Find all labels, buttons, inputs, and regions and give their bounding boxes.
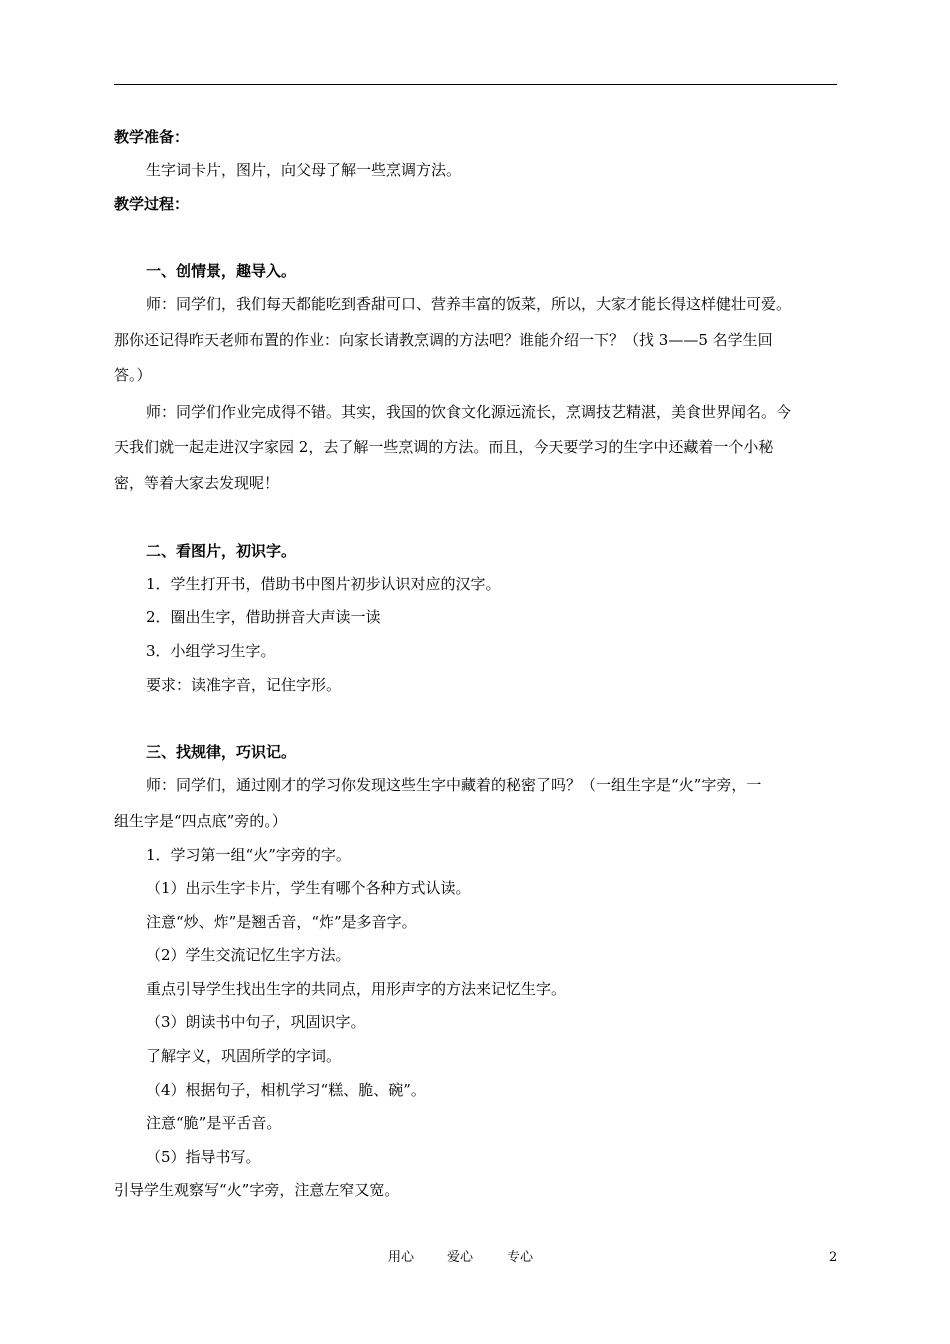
part3-step4-note: 注意“脆”是平舌音。: [146, 1114, 282, 1132]
part2-item3: 3．小组学习生字。: [146, 642, 276, 660]
part1-para1-line2: 那你还记得昨天老师布置的作业：向家长请教烹调的方法吧？谁能介绍一下？（找 3——5 名学生回: [114, 331, 773, 349]
part3-step2: （2）学生交流记忆生字方法。: [146, 946, 351, 964]
part3-step3: （3）朗读书中句子，巩固识字。: [146, 1013, 366, 1031]
part1-para2-line2: 天我们就一起走进汉字家园 2，去了解一些烹调的方法。而且，今天要学习的生字中还藏着一个小秘: [114, 438, 774, 456]
part3-para-line1: 师：同学们，通过刚才的学习你发现这些生字中藏着的秘密了吗？（一组生字是“火”字旁，一: [146, 776, 762, 794]
part3-step5: （5）指导书写。: [146, 1148, 261, 1166]
part3-step2-note: 重点引导学生找出生字的共同点，用形声字的方法来记忆生字。: [146, 980, 567, 998]
part1-para1-line1: 师：同学们，我们每天都能吃到香甜可口、营养丰富的饭菜，所以，大家才能长得这样健壮可爱。: [146, 295, 792, 313]
part3-heading: 三、找规律，巧识记。: [146, 743, 297, 761]
part3-step5-note: 引导学生观察写“火”字旁，注意左窄又宽。: [114, 1181, 400, 1199]
part3-step3-note: 了解字义，巩固所学的字词。: [146, 1047, 342, 1065]
header-rule: [114, 84, 837, 85]
part1-para2-line1: 师：同学们作业完成得不错。其实，我国的饮食文化源远流长，烹调技艺精湛，美食世界闻名。今: [146, 403, 792, 421]
part1-para2-line3: 密，等着大家去发现呢！: [114, 474, 280, 492]
part1-heading: 一、创情景，趣导入。: [146, 262, 297, 280]
prep-heading: 教学准备：: [114, 128, 190, 146]
part3-item1: 1．学习第一组“火”字旁的字。: [146, 846, 351, 864]
part3-step1: （1）出示生字卡片，学生有哪个各种方式认读。: [146, 879, 471, 897]
part2-requirement: 要求：读准字音，记住字形。: [146, 676, 342, 694]
part2-item1: 1．学生打开书，借助书中图片初步认识对应的汉字。: [146, 575, 501, 593]
footer-word-2: 爱心: [447, 1250, 474, 1265]
footer-word-3: 专心: [507, 1250, 534, 1265]
part3-step1-note: 注意“炒、炸”是翘舌音，“炸”是多音字。: [146, 913, 417, 931]
prep-text: 生字词卡片，图片，向父母了解一些烹调方法。: [146, 161, 462, 179]
part3-para-line2: 组生字是“四点底”旁的。）: [114, 812, 287, 830]
part2-heading: 二、看图片，初识字。: [146, 542, 297, 560]
footer-word-1: 用心: [388, 1250, 415, 1265]
process-heading: 教学过程：: [114, 195, 190, 213]
page-number: 2: [829, 1250, 838, 1265]
part2-item2: 2．圈出生字，借助拼音大声读一读: [146, 608, 381, 626]
part1-para1-line3: 答。）: [114, 366, 152, 384]
part3-step4: （4）根据句子，相机学习“糕、脆、碗”。: [146, 1081, 426, 1099]
